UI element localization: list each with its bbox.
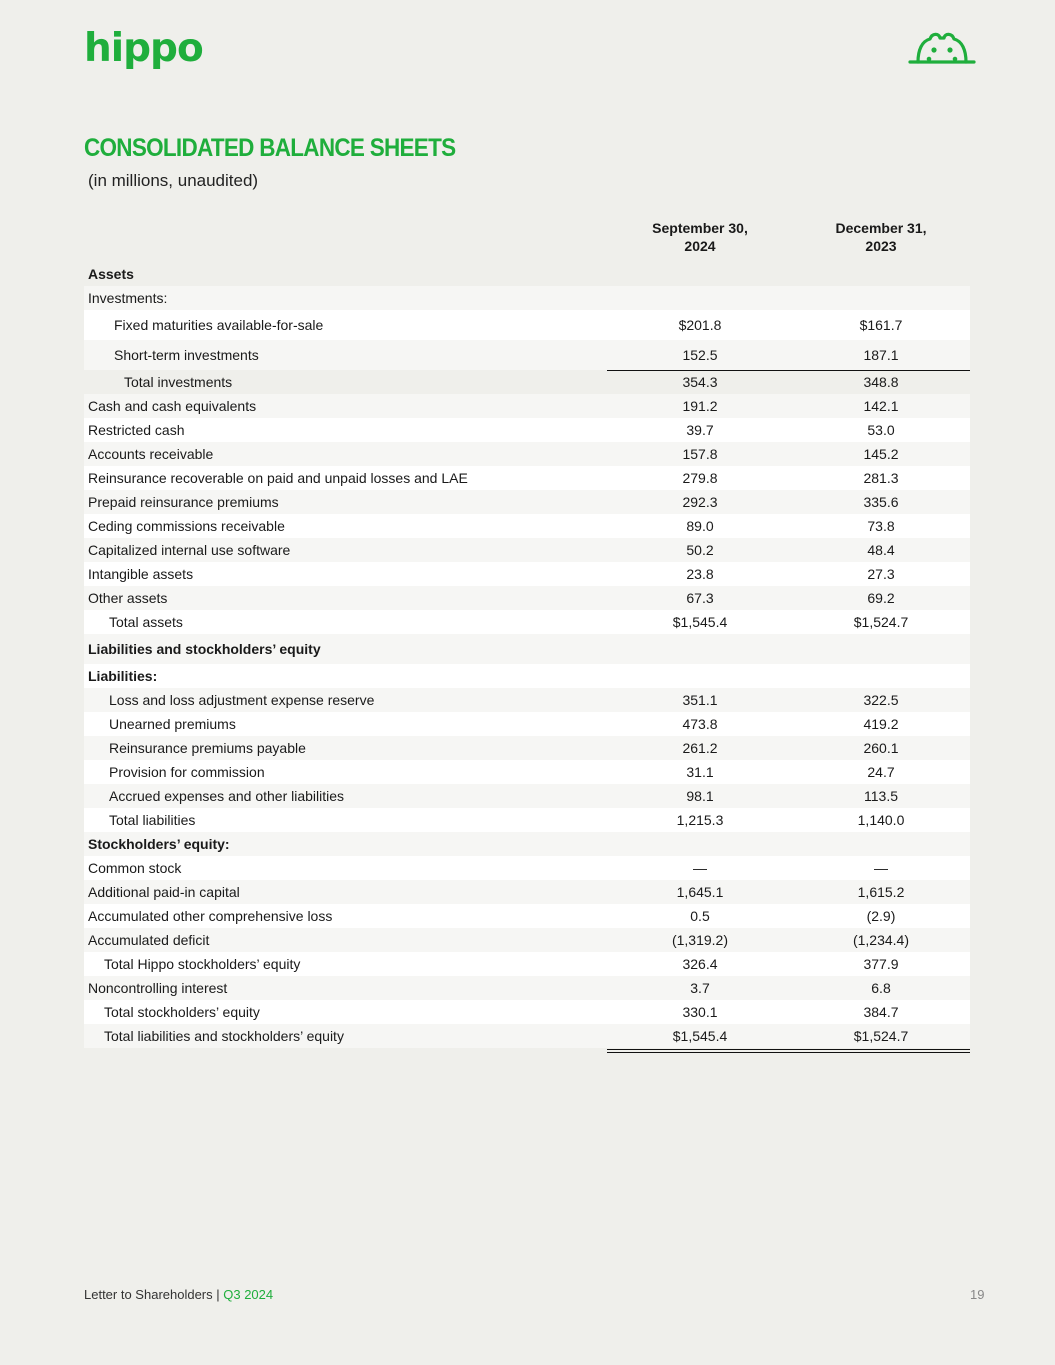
row-label: Total stockholders’ equity: [104, 1004, 260, 1020]
table-row: [84, 514, 970, 538]
row-label: Total assets: [109, 614, 183, 630]
value-dec-2023: 53.0: [867, 422, 895, 438]
value-sep-2024: 3.7: [690, 980, 710, 996]
value-sep-2024: 354.3: [682, 374, 718, 390]
table-row: [84, 880, 970, 904]
table-row: [84, 418, 970, 442]
table-row: [84, 394, 970, 418]
row-label: Total liabilities: [109, 812, 196, 828]
value-dec-2023: 384.7: [863, 1004, 899, 1020]
value-dec-2023: 113.5: [864, 788, 898, 804]
value-dec-2023: 335.6: [863, 494, 899, 510]
value-dec-2023: 419.2: [863, 716, 899, 732]
value-sep-2024: 330.1: [682, 1004, 718, 1020]
value-dec-2023: [801, 286, 961, 310]
total-double-rule: [607, 1049, 788, 1053]
row-label: Other assets: [88, 590, 168, 606]
row-label: Prepaid reinsurance premiums: [88, 494, 279, 510]
value-sep-2024: 89.0: [686, 518, 714, 534]
value-dec-2023: 377.9: [863, 956, 899, 972]
table-row: [84, 1024, 970, 1048]
value-dec-2023: (1,234.4): [852, 932, 910, 948]
table-row: [84, 634, 970, 664]
table-row: [84, 370, 970, 394]
table-row: [84, 664, 970, 688]
table-row: [84, 262, 970, 286]
table-row: [84, 688, 970, 712]
value-sep-2024: 473.8: [682, 716, 718, 732]
table-row: [84, 466, 970, 490]
hippo-logo: hippo: [84, 26, 203, 71]
value-sep-2024: —: [693, 860, 707, 876]
value-sep-2024: $201.8: [678, 317, 722, 333]
footer: [84, 1287, 273, 1302]
row-label: Reinsurance premiums payable: [109, 740, 306, 756]
value-dec-2023: [801, 664, 961, 688]
footer-text: Letter to Shareholders |: [84, 1287, 224, 1302]
row-label: Stockholders’ equity:: [88, 836, 230, 852]
hippo-mascot-icon: [908, 30, 976, 66]
row-label: Unearned premiums: [109, 716, 236, 732]
table-row: [84, 904, 970, 928]
row-label: Assets: [88, 266, 134, 282]
value-dec-2023: 260.1: [863, 740, 899, 756]
row-label: Capitalized internal use software: [88, 542, 291, 558]
value-dec-2023: 27.3: [867, 566, 895, 582]
row-label: Accrued expenses and other liabilities: [109, 788, 345, 804]
page-subtitle: (in millions, unaudited): [88, 171, 259, 190]
table-row: [84, 1000, 970, 1024]
value-sep-2024: (1,319.2): [671, 932, 729, 948]
table-row: [84, 784, 970, 808]
value-dec-2023: $161.7: [859, 317, 903, 333]
column-header-dec-2023: December 31, 2023: [835, 220, 927, 254]
row-label: Accumulated deficit: [88, 932, 210, 948]
row-label: Reinsurance recoverable on paid and unpaid losses and LAE: [88, 470, 468, 486]
balance-sheet-table: [84, 214, 970, 1048]
row-label: Loss and loss adjustment expense reserve: [109, 692, 375, 708]
value-dec-2023: 281.3: [863, 470, 899, 486]
table-row: [84, 760, 970, 784]
value-sep-2024: 39.7: [686, 422, 714, 438]
table-row: [84, 928, 970, 952]
value-dec-2023: 1,140.0: [857, 812, 905, 828]
table-row: [84, 952, 970, 976]
total-double-rule: [788, 1049, 970, 1053]
row-label: Restricted cash: [88, 422, 185, 438]
row-label: Liabilities:: [88, 668, 158, 684]
value-sep-2024: 279.8: [682, 470, 718, 486]
value-dec-2023: 73.8: [867, 518, 895, 534]
value-sep-2024: 1,645.1: [676, 884, 724, 900]
page-number: 19: [970, 1287, 985, 1302]
table-row: [84, 856, 970, 880]
value-sep-2024: 191.2: [682, 398, 718, 414]
table-row: [84, 736, 970, 760]
value-sep-2024: [620, 634, 780, 664]
value-sep-2024: 1,215.3: [676, 812, 724, 828]
table-row: [84, 310, 970, 340]
value-dec-2023: 145.2: [863, 446, 899, 462]
value-sep-2024: [620, 262, 780, 286]
value-sep-2024: 0.5: [690, 908, 710, 924]
value-dec-2023: 142.1: [863, 398, 899, 414]
value-dec-2023: (2.9): [866, 908, 896, 924]
value-dec-2023: [801, 262, 961, 286]
value-dec-2023: 348.8: [863, 374, 899, 390]
value-dec-2023: 48.4: [867, 542, 895, 558]
table-row: [84, 442, 970, 466]
row-label: Accumulated other comprehensive loss: [88, 908, 333, 924]
row-label: Accounts receivable: [88, 446, 214, 462]
value-sep-2024: 157.8: [682, 446, 718, 462]
footer-quarter: Q3 2024: [223, 1287, 274, 1302]
table-row: [84, 976, 970, 1000]
value-sep-2024: [620, 286, 780, 310]
value-sep-2024: $1,545.4: [672, 1028, 728, 1044]
table-row: [84, 712, 970, 736]
value-sep-2024: [620, 664, 780, 688]
value-dec-2023: [801, 832, 961, 856]
row-label: Common stock: [88, 860, 182, 876]
value-dec-2023: $1,524.7: [853, 1028, 909, 1044]
value-sep-2024: 50.2: [686, 542, 714, 558]
table-row: [84, 490, 970, 514]
value-sep-2024: 31.1: [686, 764, 714, 780]
table-row: [84, 610, 970, 634]
row-label: Provision for commission: [109, 764, 265, 780]
value-dec-2023: —: [874, 860, 888, 876]
page-title: CONSOLIDATED BALANCE SHEETS: [84, 134, 456, 162]
table-row: [84, 286, 970, 310]
table-row: [84, 586, 970, 610]
value-sep-2024: 261.2: [682, 740, 718, 756]
row-label: Fixed maturities available-for-sale: [114, 317, 324, 333]
value-dec-2023: $1,524.7: [853, 614, 909, 630]
value-sep-2024: 292.3: [682, 494, 718, 510]
value-dec-2023: 69.2: [867, 590, 895, 606]
table-row: [84, 832, 970, 856]
row-label: Ceding commissions receivable: [88, 518, 285, 534]
row-label: Intangible assets: [88, 566, 194, 582]
row-label: Total Hippo stockholders’ equity: [104, 956, 301, 972]
value-sep-2024: 152.5: [682, 347, 718, 363]
table-row: [84, 808, 970, 832]
table-row: [84, 562, 970, 586]
value-dec-2023: 6.8: [871, 980, 891, 996]
value-sep-2024: [620, 832, 780, 856]
value-dec-2023: 24.7: [867, 764, 895, 780]
value-sep-2024: 351.1: [682, 692, 718, 708]
value-sep-2024: 67.3: [686, 590, 714, 606]
row-label: Short-term investments: [114, 347, 259, 363]
value-dec-2023: 187.1: [863, 347, 899, 363]
column-header-sep-2024: September 30, 2024: [652, 220, 748, 254]
table-row: [84, 538, 970, 562]
value-sep-2024: $1,545.4: [672, 614, 728, 630]
row-label: Cash and cash equivalents: [88, 398, 257, 414]
value-dec-2023: 322.5: [863, 692, 899, 708]
row-label: Investments:: [88, 290, 168, 306]
table-header: [84, 214, 970, 262]
row-label: Noncontrolling interest: [88, 980, 228, 996]
row-label: Total investments: [124, 374, 233, 390]
value-sep-2024: 23.8: [686, 566, 714, 582]
row-label: Total liabilities and stockholders’ equity: [104, 1028, 344, 1044]
row-label: Additional paid-in capital: [88, 884, 240, 900]
row-label: Liabilities and stockholders’ equity: [88, 641, 321, 657]
value-sep-2024: 98.1: [686, 788, 714, 804]
value-dec-2023: 1,615.2: [857, 884, 905, 900]
value-dec-2023: [801, 634, 961, 664]
value-sep-2024: 326.4: [682, 956, 718, 972]
table-row: [84, 340, 970, 370]
